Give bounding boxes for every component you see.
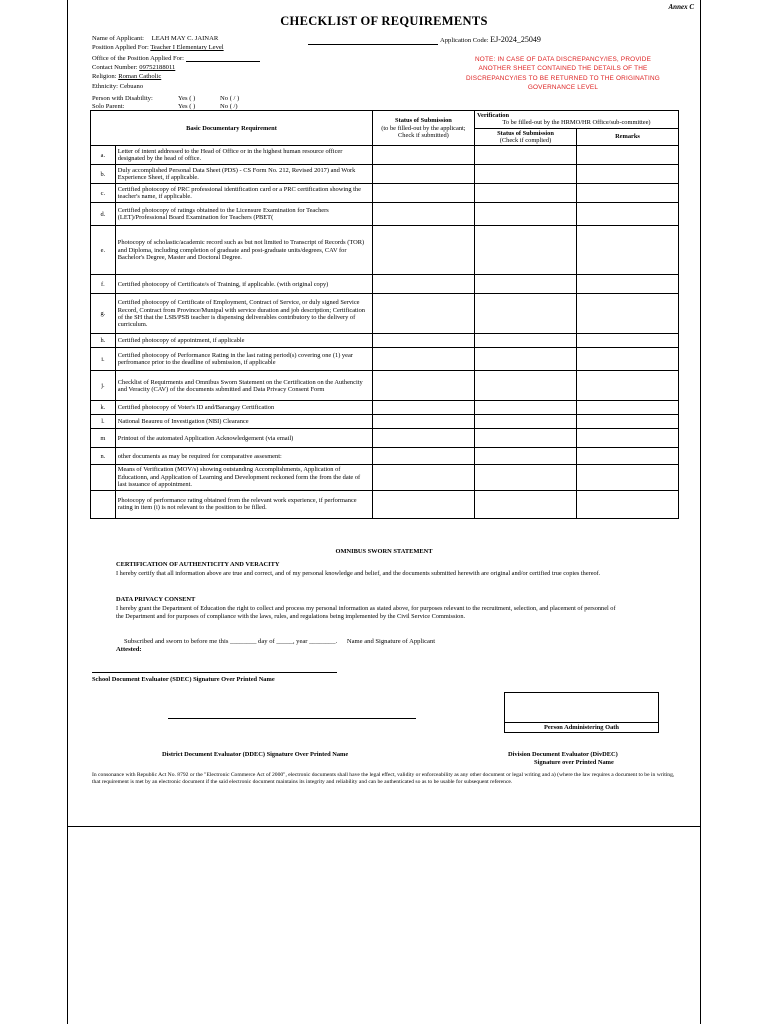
requirement-text: Duly accomplished Personal Data Sheet (PDS) - CS Form No. 212, Revised 2017) and Work Experience Sheet, if applicable. bbox=[115, 165, 372, 184]
application-code-label: Application Code: bbox=[440, 37, 489, 44]
page-title: CHECKLIST OF REQUIREMENTS bbox=[280, 14, 488, 28]
remarks-cell[interactable] bbox=[577, 448, 679, 465]
discrepancy-note: NOTE: IN CASE OF DATA DISCREPANCY/IES, PROVIDE ANOTHER SHEET CONTAINED THE DETAILS OF THE DISCREPANCY/IES TO BE RETURNED TO THE ORIGINATING GOVERNANCE LEVEL bbox=[466, 56, 660, 91]
verification-status-cell[interactable] bbox=[474, 146, 576, 165]
applicant-status-cell[interactable] bbox=[372, 275, 474, 294]
applicant-signature-label: Name and Signature of Applicant bbox=[346, 638, 436, 645]
verification-status-cell[interactable] bbox=[474, 165, 576, 184]
religion-row bbox=[92, 73, 161, 80]
application-code-value[interactable]: EJ-2024_25049 bbox=[490, 35, 541, 44]
col-header-status-sub: (to be filled-out by the applicant; Check if submitted) bbox=[381, 124, 466, 139]
remarks-cell[interactable] bbox=[577, 429, 679, 448]
oath-label: Person Administering Oath bbox=[505, 722, 658, 731]
cav-heading: CERTIFICATION OF AUTHENTICITY AND VERACITY bbox=[116, 561, 280, 568]
divdec-signature-label: Division Document Evaluator (DivDEC) bbox=[508, 751, 618, 758]
remarks-cell[interactable] bbox=[577, 184, 679, 203]
verification-status-cell[interactable] bbox=[474, 448, 576, 465]
col-header-remarks: Remarks bbox=[577, 128, 679, 146]
verification-status-cell[interactable] bbox=[474, 203, 576, 226]
table-row bbox=[91, 146, 679, 165]
applicant-status-cell[interactable] bbox=[372, 294, 474, 334]
verification-status-cell[interactable] bbox=[474, 415, 576, 429]
remarks-cell[interactable] bbox=[577, 334, 679, 348]
requirement-text: Checklist of Requirments and Omnibus Sworn Statement on the Certification on the Authencity and Veracity (CAV) of the documents submitted and Data Privacy Consent Form bbox=[115, 371, 372, 401]
verification-status-cell[interactable] bbox=[474, 490, 576, 518]
requirement-letter: g. bbox=[91, 294, 116, 334]
office-label: Office of the Position Applied For: bbox=[92, 55, 184, 62]
office-row bbox=[92, 54, 260, 62]
verification-status-cell[interactable] bbox=[474, 348, 576, 371]
requirement-letter: i. bbox=[91, 348, 116, 371]
religion-value[interactable]: Roman Catholic bbox=[118, 73, 162, 80]
requirement-text: Printout of the automated Application Acknowledgement (via email) bbox=[115, 429, 372, 448]
applicant-status-cell[interactable] bbox=[372, 348, 474, 371]
table-row bbox=[91, 203, 679, 226]
requirement-letter: a. bbox=[91, 146, 116, 165]
applicant-name-row bbox=[92, 35, 218, 42]
position-label: Position Applied For: bbox=[92, 44, 149, 51]
requirement-text: Certified photocopy of PRC professional identification card or a PRC certification showing the teacher's name, if applicable. bbox=[115, 184, 372, 203]
col-header-status-title: Status of Submission bbox=[395, 117, 452, 125]
remarks-cell[interactable] bbox=[577, 146, 679, 165]
oath-signature-box[interactable] bbox=[504, 692, 659, 733]
requirement-text: other documents as may be required for comparative assesment: bbox=[115, 448, 372, 465]
requirement-text: Photocopy of performance rating obtained from the relevant work experience, if performance rating in item (i) is not relevant to the position to be filled. bbox=[115, 490, 372, 518]
sworn-date-text[interactable]: Subscribed and sworn to before me this ________ day of _____, year ________. bbox=[124, 638, 338, 645]
col-header-basic: Basic Documentary Requirement bbox=[91, 111, 373, 146]
table-row bbox=[91, 184, 679, 203]
applicant-name-value[interactable]: LEAH MAY C. JAINAR bbox=[151, 35, 219, 42]
requirements-table bbox=[90, 110, 679, 519]
verification-status-cell[interactable] bbox=[474, 184, 576, 203]
remarks-cell[interactable] bbox=[577, 371, 679, 401]
applicant-status-cell[interactable] bbox=[372, 165, 474, 184]
requirement-letter: b. bbox=[91, 165, 116, 184]
applicant-status-cell[interactable] bbox=[372, 448, 474, 465]
requirement-text: Certified photocopy of ratings obtained to the Licensure Examination for Teachers (LET)/Professional Board Examination for Teachers (PBET( bbox=[115, 203, 372, 226]
requirement-text: National Beaureu of Investigation (NBI) Clearance bbox=[115, 415, 372, 429]
verification-status-cell[interactable] bbox=[474, 401, 576, 415]
pwd-no-checkbox[interactable]: No ( / ) bbox=[220, 95, 240, 102]
verification-status-cell[interactable] bbox=[474, 465, 576, 490]
applicant-status-cell[interactable] bbox=[372, 184, 474, 203]
table-row bbox=[91, 165, 679, 184]
applicant-status-cell[interactable] bbox=[372, 146, 474, 165]
office-field[interactable] bbox=[186, 54, 260, 62]
requirement-text: Letter of intent addressed to the Head of Office or in the highest human resource officer designated by the head of office. bbox=[115, 146, 372, 165]
requirement-letter: e. bbox=[91, 226, 116, 275]
remarks-cell[interactable] bbox=[577, 203, 679, 226]
contact-value[interactable]: 09752188011 bbox=[139, 64, 176, 71]
requirement-text: Certified photocopy of Certificate/s of Training, if applicable. (with original copy) bbox=[115, 275, 372, 294]
pwd-yes-checkbox[interactable]: Yes ( ) bbox=[178, 95, 196, 102]
verification-status-cell[interactable] bbox=[474, 294, 576, 334]
applicant-status-cell[interactable] bbox=[372, 203, 474, 226]
religion-label: Religion: bbox=[92, 73, 117, 80]
requirement-text: Certified photocopy of Voter's ID and/Barangay Certification bbox=[115, 401, 372, 415]
omnibus-title: OMNIBUS SWORN STATEMENT bbox=[335, 548, 433, 555]
position-value[interactable]: Teacher I Elementary Level bbox=[150, 44, 224, 51]
table-row bbox=[91, 334, 679, 348]
col-header-status bbox=[372, 111, 474, 146]
col-header-verification bbox=[474, 111, 678, 129]
col-header-ver-status-sub: (Check if complied) bbox=[499, 137, 552, 145]
remarks-cell[interactable] bbox=[577, 490, 679, 518]
applicant-status-cell[interactable] bbox=[372, 490, 474, 518]
col-header-ver-status-title: Status of Submission bbox=[497, 129, 554, 137]
contact-row bbox=[92, 64, 175, 71]
requirement-letter bbox=[91, 465, 116, 490]
requirement-letter: d. bbox=[91, 203, 116, 226]
verification-status-cell[interactable] bbox=[474, 334, 576, 348]
document-page bbox=[67, 0, 701, 1024]
remarks-cell[interactable] bbox=[577, 348, 679, 371]
contact-label: Contact Number: bbox=[92, 64, 138, 71]
page-divider bbox=[67, 826, 701, 827]
table-row bbox=[91, 429, 679, 448]
requirement-letter: l. bbox=[91, 415, 116, 429]
remarks-cell[interactable] bbox=[577, 275, 679, 294]
solo-parent-label: Solo Parent: bbox=[92, 103, 125, 110]
table-row bbox=[91, 465, 679, 490]
requirement-letter: k. bbox=[91, 401, 116, 415]
solo-parent-yes-checkbox[interactable]: Yes ( ) bbox=[178, 103, 196, 110]
remarks-cell[interactable] bbox=[577, 165, 679, 184]
cav-text: I hereby certify that all information above are true and correct, and of my personal knowledge and belief, and the documents submitted herewith are original and/or certified true copies thereof. bbox=[116, 570, 601, 577]
requirement-letter: c. bbox=[91, 184, 116, 203]
dpc-heading: DATA PRIVACY CONSENT bbox=[116, 596, 196, 603]
requirement-text: Means of Verification (MOV/s) showing outstanding Accomplishments, Application of Educationn, and Application of Learning and Development reckoned form the from the date of last issuance of appointment. bbox=[115, 465, 372, 490]
requirement-letter: j. bbox=[91, 371, 116, 401]
remarks-cell[interactable] bbox=[577, 226, 679, 275]
ethnicity-value[interactable]: Cebuano bbox=[119, 83, 144, 90]
annex-label: Annex C bbox=[668, 3, 694, 11]
table-row bbox=[91, 490, 679, 518]
applicant-status-cell[interactable] bbox=[372, 334, 474, 348]
table-row bbox=[91, 348, 679, 371]
table-row bbox=[91, 294, 679, 334]
col-header-ver-status bbox=[474, 128, 576, 146]
table-row bbox=[91, 415, 679, 429]
application-code-row bbox=[440, 35, 541, 44]
table-row bbox=[91, 275, 679, 294]
solo-parent-no-checkbox[interactable]: No ( /) bbox=[220, 103, 238, 110]
pwd-label: Person with Disability: bbox=[92, 95, 153, 102]
remarks-cell[interactable] bbox=[577, 415, 679, 429]
requirement-letter: n. bbox=[91, 448, 116, 465]
verification-status-cell[interactable] bbox=[474, 275, 576, 294]
dpc-text: I hereby grant the Department of Education the right to collect and process my personal information as stated above, for purposes relevant to the recruitment, selection, and placement of personnel of the Department and for purposes of compliance with the laws, rules, and regulations being implemented by the Civil Service Commission. bbox=[116, 605, 616, 621]
position-row bbox=[92, 44, 224, 51]
applicant-status-cell[interactable] bbox=[372, 371, 474, 401]
requirement-text: Certified photocopy of Performance Rating in the last rating period(s) covering one (1) year perfromance prior to the deadline of submission, if applicable bbox=[115, 348, 372, 371]
ethnicity-label: Ethnicity: bbox=[92, 83, 119, 90]
applicant-name-label: Name of Applicant: bbox=[92, 35, 145, 42]
requirement-text: Certified photocopy of Certificate of Employment, Contract of Service, or duly signed Service Record, Contract from Province/Munipal with service duration and job description; Certification of the SH that the LSB/PSB teacher is dispensing deliverables contributory to the delivery of curriculum. bbox=[115, 294, 372, 334]
verification-status-cell[interactable] bbox=[474, 226, 576, 275]
applicant-status-cell[interactable] bbox=[372, 465, 474, 490]
col-header-verification-sub: To be filled-out by the HRMO/HR Office/sub-committee) bbox=[502, 119, 651, 127]
requirement-letter: h. bbox=[91, 334, 116, 348]
applicant-name-underline bbox=[308, 44, 438, 45]
requirement-letter bbox=[91, 490, 116, 518]
ddec-signature-line[interactable] bbox=[168, 718, 416, 719]
remarks-cell[interactable] bbox=[577, 294, 679, 334]
legal-footer: In consonance with Republic Act No. 8792 or the "Electronic Commerce Act of 2000", electronic documents shall have the legal effect, validity or enforceability as any other document or legal writing and a) (where the law requires a document to be in writing, that requirement is met by an electronic document if the said electronic document maintains its integrity and reliability and can be authenticated so as to be usable for subsequent reference. bbox=[92, 772, 675, 786]
table-row bbox=[91, 226, 679, 275]
requirements-body bbox=[91, 146, 679, 518]
verification-status-cell[interactable] bbox=[474, 371, 576, 401]
ddec-signature-label: District Document Evaluator (DDEC) Signature Over Printed Name bbox=[162, 751, 349, 758]
sdec-signature-label: School Document Evaluator (SDEC) Signature Over Printed Name bbox=[92, 676, 275, 683]
verification-status-cell[interactable] bbox=[474, 429, 576, 448]
remarks-cell[interactable] bbox=[577, 465, 679, 490]
applicant-status-cell[interactable] bbox=[372, 226, 474, 275]
applicant-status-cell[interactable] bbox=[372, 429, 474, 448]
sdec-signature-line[interactable] bbox=[92, 672, 337, 673]
requirement-text: Photocopy of scholastic/academic record such as but not limited to Transcript of Records (TOR) and Diploma, including completion of graduate and post-graduate units/degrees, CAV for Bachelor's Degree, Master and Doctoral Degree. bbox=[115, 226, 372, 275]
requirement-text: Certified photocopy of appointment, if applicable bbox=[115, 334, 372, 348]
col-header-verification-title: Verification bbox=[476, 112, 510, 119]
attested-label: Attested: bbox=[116, 646, 142, 653]
ethnicity-row bbox=[92, 83, 143, 90]
applicant-status-cell[interactable] bbox=[372, 401, 474, 415]
requirement-letter: m bbox=[91, 429, 116, 448]
sworn-statement bbox=[124, 638, 435, 645]
table-row bbox=[91, 448, 679, 465]
applicant-status-cell[interactable] bbox=[372, 415, 474, 429]
table-row bbox=[91, 401, 679, 415]
table-row bbox=[91, 371, 679, 401]
remarks-cell[interactable] bbox=[577, 401, 679, 415]
requirement-letter: f. bbox=[91, 275, 116, 294]
divdec-signature-sub: Signature over Printed Name bbox=[534, 759, 614, 766]
